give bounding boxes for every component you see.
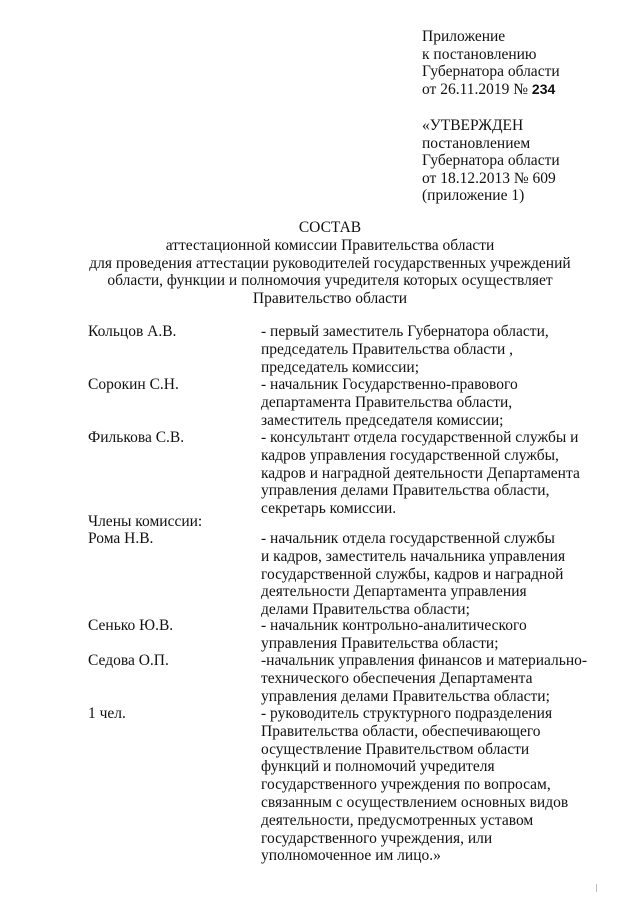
appendix-line: к постановлению [422, 45, 537, 63]
member-name: Сенько Ю.В. [88, 617, 174, 634]
member-description [261, 323, 549, 376]
description-line: связанным с осуществлением основных видов [261, 793, 569, 811]
title-heading: СОСТАВ [298, 219, 362, 236]
description-line: председатель Правительства области , [261, 340, 514, 358]
description-line: и кадров, заместитель начальника управления [261, 547, 566, 565]
member-name: Сорокин С.Н. [88, 376, 179, 393]
approved-block [422, 117, 560, 205]
title-line: для проведения аттестации руководителей государственных учреждений [89, 254, 571, 272]
description-line: кадров и наградной деятельности Департамента [261, 464, 580, 482]
description-line: управления делами Правительства области; [261, 687, 550, 705]
appendix-number: 234 [531, 80, 556, 97]
description-line: - начальник контрольно-аналитического [261, 617, 527, 634]
description-line: - начальник Государственно-правового [261, 376, 518, 393]
description-line: уполномоченное им лицо.» [261, 847, 441, 865]
description-line: - начальник отдела государственной службы [261, 530, 555, 547]
approved-line: постановлением [422, 134, 531, 152]
member-description [261, 652, 587, 705]
title-line: Правительство области [252, 290, 408, 308]
scan-mark [596, 884, 597, 892]
description-line: департамента Правительства области, [261, 393, 513, 411]
description-line: - первый заместитель Губернатора области, [261, 323, 549, 340]
title-line: аттестационной комиссии Правительства области [165, 236, 495, 254]
description-line: управления Правительства области; [261, 634, 499, 652]
description-line: деятельности, предусмотренных уставом [261, 811, 534, 829]
description-line: технического обеспечения Департамента [261, 669, 533, 687]
description-line: -начальник управления финансов и материально- [261, 652, 588, 669]
description-line: осуществление Правительством области [261, 740, 530, 758]
description-line: делами Правительства области; [261, 601, 470, 619]
member-description [261, 530, 565, 619]
description-line: функций и полномочий учредителя [261, 758, 495, 776]
description-line: - руководитель структурного подразделения [261, 705, 553, 722]
description-line: - консультант отдела государственной службы и [261, 429, 579, 446]
member-name: Филькова С.В. [88, 429, 185, 446]
description-line: государственной службы, кадров и наградной [261, 565, 564, 583]
appendix-line: Губернатора области [422, 63, 560, 81]
appendix-line: Приложение [422, 28, 506, 45]
description-line: Правительства области, обеспечивающего [261, 722, 541, 740]
description-line: государственного учреждения по вопросам, [261, 776, 551, 794]
member-name: Рома Н.В. [88, 530, 154, 547]
appendix-block [422, 28, 560, 98]
member-name: Седова О.П. [88, 652, 169, 669]
member-description [261, 376, 518, 429]
approved-line: (приложение 1) [422, 187, 525, 205]
description-line: председатель комиссии; [261, 358, 420, 376]
description-line: заместитель председателя комиссии; [261, 411, 504, 429]
description-line: государственного учреждения, или [261, 829, 493, 847]
description-line: деятельности Департамента управления [261, 583, 527, 601]
title-line: области, функции и полномочия учредителя которых осуществляет [107, 272, 553, 290]
approved-line: Губернатора области [422, 152, 560, 170]
approved-line: «УТВЕРЖДЕН [422, 117, 524, 134]
member-description [261, 617, 527, 653]
appendix-date-line [422, 81, 560, 99]
document-title [0, 219, 640, 308]
description-line: управления делами Правительства области, [261, 482, 550, 500]
approved-line: от 18.12.2013 № 609 [422, 169, 556, 187]
member-name: 1 чел. [88, 705, 126, 722]
member-name: Кольцов А.В. [88, 323, 177, 340]
member-description [261, 429, 580, 518]
committee-label: Члены комиссии: [88, 513, 203, 530]
appendix-date: от 26.11.2019 № [422, 80, 529, 98]
member-description [261, 705, 568, 865]
description-line: кадров управления государственной службы, [261, 446, 559, 464]
description-line: секретарь комиссии. [261, 500, 397, 518]
